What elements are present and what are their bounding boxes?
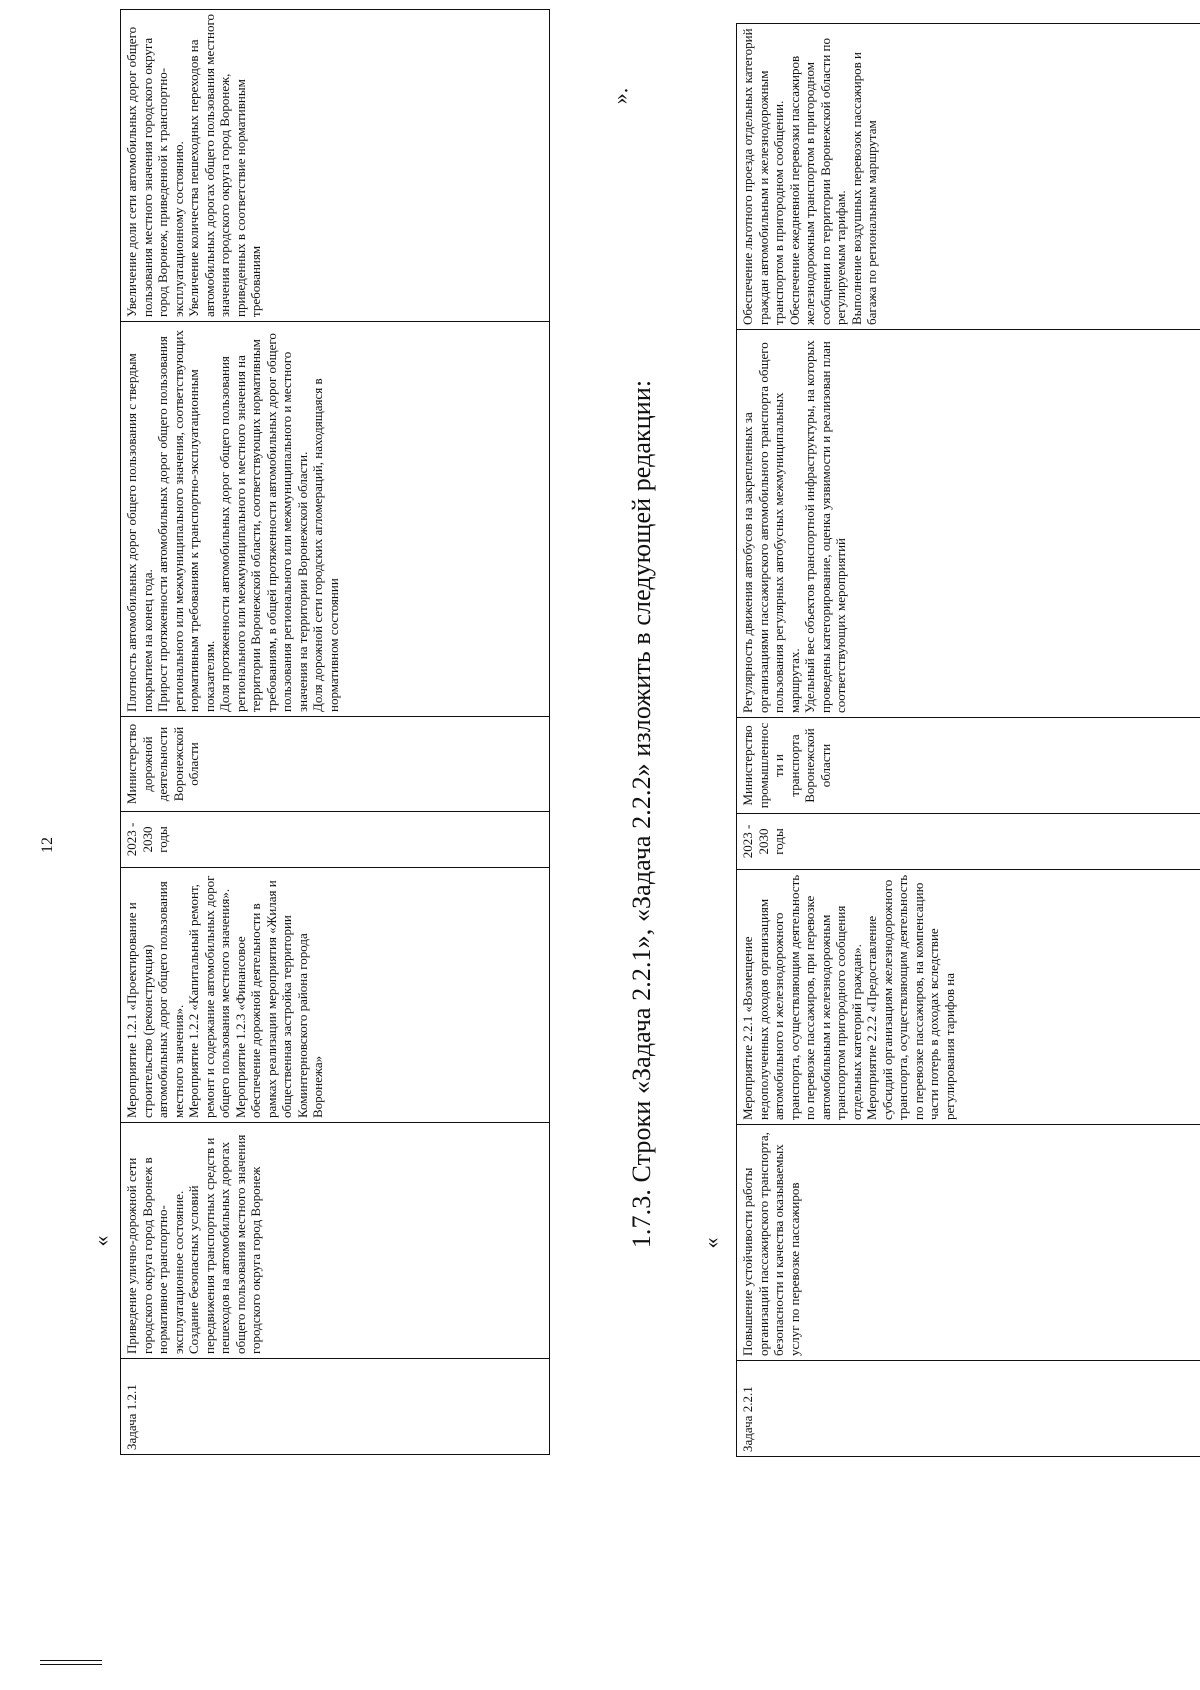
period-cell: 2023 - 2030 годы [121, 812, 550, 868]
task-text: Повышение устойчивости работы организаций пассажирского транспорта, безопасности и качества оказываемых услуг по перевозке пассажиров [740, 1132, 802, 1356]
table-task-2-2-1 [736, 23, 1200, 1457]
footer-rule [40, 1660, 102, 1661]
indicator-text: Удельный вес объектов транспортной инфраструктуры, на которых проведены категорирование, оценка уязвимости и реализован план соответствующих мероприятий [802, 340, 848, 713]
indicator-text: Доля дорожной сети городских агломераций, находящаяся в нормативном состоянии [310, 378, 341, 712]
measure-text: Мероприятие 1.2.1 «Проектирование и строительство (реконструкция) автомобильных дорог общего пользования местного значения». [124, 881, 186, 1118]
page-number: 12 [39, 837, 56, 853]
open-quote-mark: « [88, 1235, 114, 1247]
indicator-text: Прирост протяженности автомобильных дорог общего пользования регионального или межмуниципального значения, соответствующих нормативным требованиям к транспортно-эксплуатационным показателям. [155, 329, 217, 712]
measures-cell [121, 868, 550, 1123]
results-cell [737, 24, 1200, 330]
section-heading-text: 1.7.3. Строки «Задача 2.2.1», «Задача 2.2.2» изложить в следующей редакции: [627, 379, 656, 1249]
result-text: Увеличение доли сети автомобильных дорог общего пользования местного значения городского округа город Воронеж, приведенной к транспортно-эксплуатационному состоянию. [124, 26, 186, 317]
task-code-cell: Задача 2.2.1 [737, 1361, 1200, 1457]
task-description-cell [737, 1125, 1200, 1361]
result-text: Обеспечение ежедневной перевозки пассажиров железнодорожным транспортом в пригородном сообщении по территории Воронежской области по регулируемым тарифам. [786, 37, 848, 325]
result-text: Увеличение количества пешеходных переходов на автомобильных дорогах общего пользования местного значения городского округа город Воронеж, приведенных в соответствие нормативным требованиям [186, 14, 263, 317]
close-quote-mark: ». [607, 87, 633, 105]
results-cell [121, 10, 550, 322]
open-quote-mark-2: « [698, 1237, 724, 1249]
indicators-cell [121, 322, 550, 717]
task-text: Приведение улично-дорожной сети городского округа город Воронеж в нормативное транспортно-эксплуатационное состояние. [124, 1157, 186, 1354]
indicators-cell [737, 330, 1200, 718]
executor-cell: Министерство дорожной деятельности Воронежской области [121, 717, 550, 812]
indicator-text: Плотность автомобильных дорог общего пользования с твердым покрытием на конец года. [124, 353, 155, 712]
measure-text: Мероприятие 1.2.2 «Капитальный ремонт, ремонт и содержание автомобильных дорог общего пользования местного значения». [186, 875, 232, 1118]
executor-cell: Министерство промышленности и транспорта Воронежской области [737, 718, 1200, 814]
measure-text: Мероприятие 2.2.2 «Предоставление субсидий организациям железнодорожного транспорта, осуществляющим деятельность по перевозке пассажиров, на компенсацию части потерь в доходах вследствие регулирования тарифов на [864, 874, 957, 1120]
indicator-text: Регулярность движения автобусов на закрепленных за организациями пассажирского автомобильного транспорта общего пользования регулярных автобусных межмуниципальных маршрутах. [740, 342, 802, 713]
period-cell: 2023 - 2030 годы [737, 814, 1200, 870]
measures-cell [737, 870, 1200, 1125]
footer-rule [40, 1664, 102, 1665]
result-text: Обеспечение льготного проезда отдельных категорий граждан автомобильным и железнодорожным транспортом в пригородном сообщении. [740, 28, 786, 325]
table-task-2-2-1-wrapper [736, 24, 1200, 1457]
indicator-text: Доля протяженности автомобильных дорог общего пользования регионального или межмуниципального и местного значения на территории Воронежской области, соответствующих нормативным требованиям, в общей протяженности автомобильных дорог общего пользования регионального или межмуниципального и местного значения на территории Воронежской области. [217, 333, 310, 712]
task-description-cell [121, 1123, 550, 1359]
task-text: Создание безопасных условий передвижения транспортных средств и пешеходов на автомобильных дорогах общего пользования местного значения городского округа город Воронеж [186, 1134, 263, 1354]
table-task-1-2-1 [120, 9, 550, 1455]
measure-text: Мероприятие 2.2.1 «Возмещение недополученных доходов организациям автомобильного и железнодорожного транспорта, осуществляющим деятельность по перевозке пассажиров, при перевозке автомобильным и железнодорожным транспортом пригородного сообщения отдельных категорий граждан». [740, 874, 864, 1120]
result-text: Выполнение воздушных перевозок пассажиров и багажа по региональным маршрутам [848, 51, 879, 325]
task-code-cell: Задача 1.2.1 [121, 1359, 550, 1455]
table-task-1-2-1-wrapper [120, 10, 550, 1455]
measure-text: Мероприятие 1.2.3 «Финансовое обеспечение дорожной деятельности в рамках реализации мероприятия «Жилая и общественная застройка территории Коминтерновского района города Воронежа» [232, 880, 325, 1118]
